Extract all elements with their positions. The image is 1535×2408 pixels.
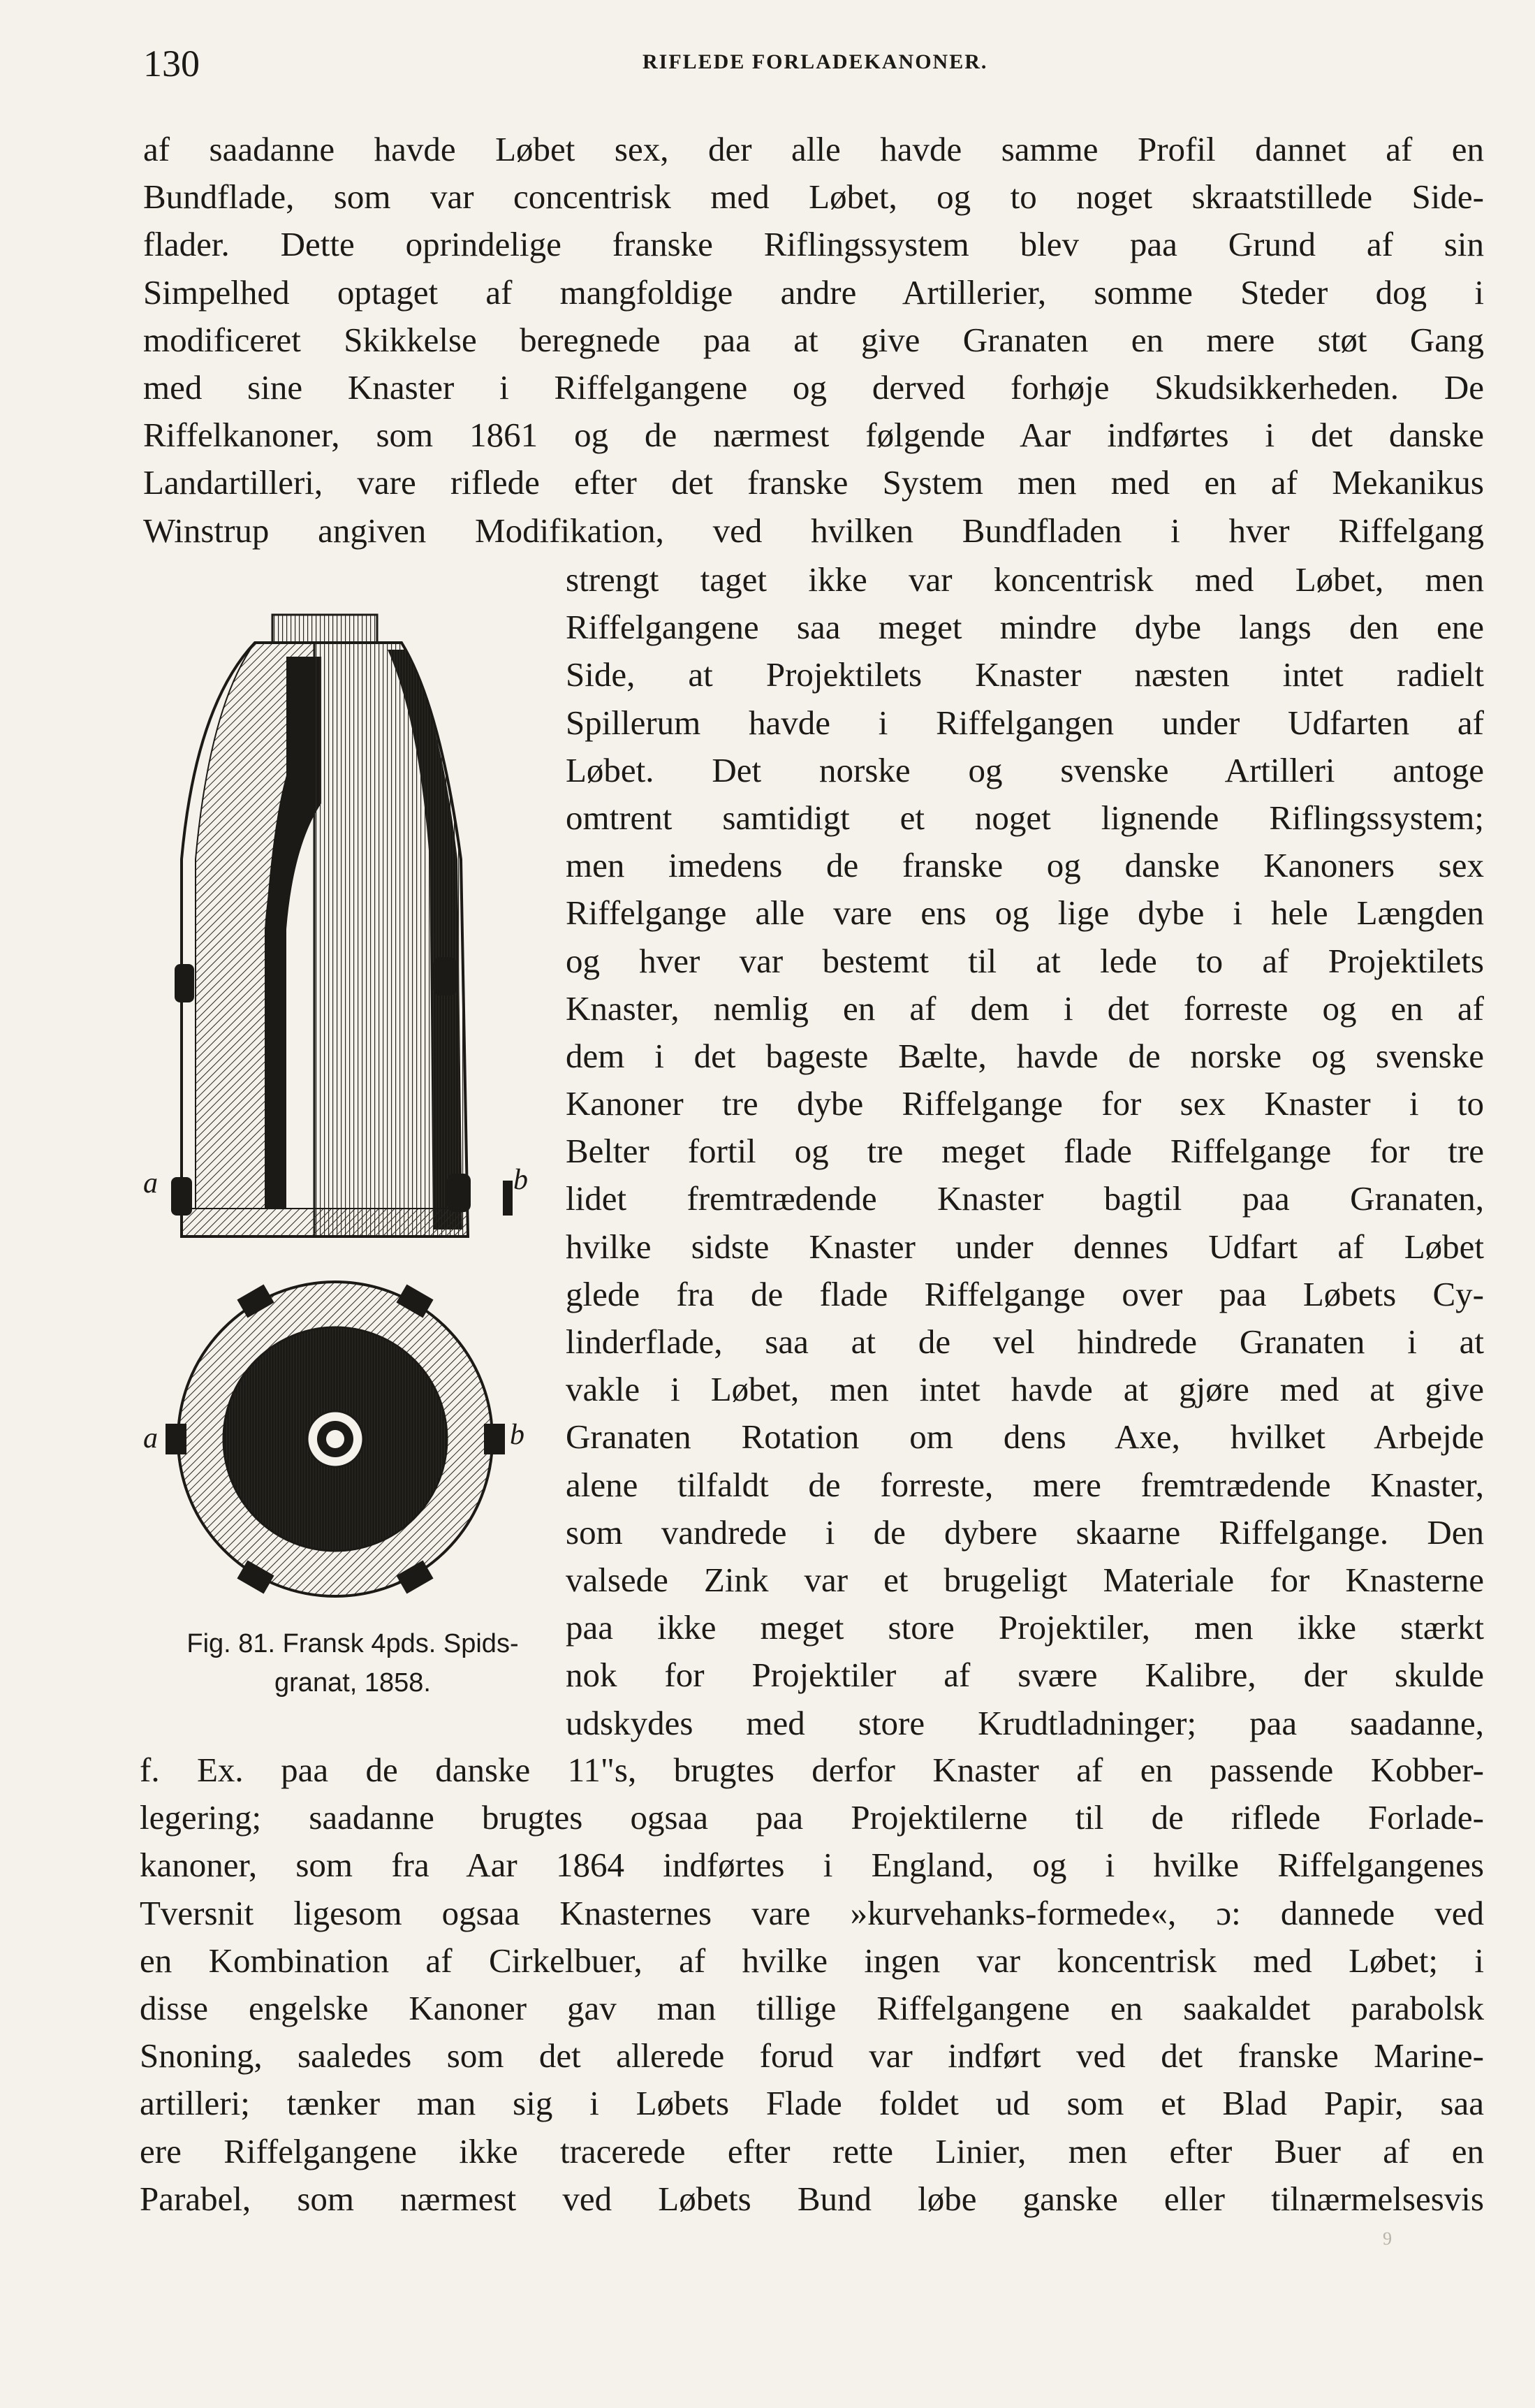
text-line: Riffelgange alle vare ens og lige dybe i hele Længden xyxy=(566,893,1484,933)
paragraph-beside-figure xyxy=(566,556,1484,1747)
text-line: en Kombination af Cirkelbuer, af hvilke ingen var koncentrisk med Løbet; i xyxy=(140,1941,1484,1980)
text-line: Parabel, som nærmest ved Løbets Bund løbe ganske eller tilnærmelsesvis xyxy=(140,2179,1484,2218)
text-line: f. Ex. paa de danske 11"s, brugtes derfor Knaster af en passende Kobber- xyxy=(140,1751,1484,1789)
page-number: 130 xyxy=(143,43,200,85)
figure-label-a: a xyxy=(143,1422,158,1454)
text-line: linderflade, saa at de vel hindrede Granaten i at xyxy=(566,1322,1484,1361)
figure-81-shell-illustration xyxy=(140,594,531,1712)
caption-line: granat, 1858. xyxy=(274,1668,431,1698)
figure-label-b: b xyxy=(510,1419,524,1451)
text-line: Knaster, nemlig en af dem i det forreste og en af xyxy=(566,988,1484,1028)
paragraph-bottom xyxy=(140,1746,1484,2223)
figure-label-a: a xyxy=(143,1167,158,1199)
text-line: strengt taget ikke var koncentrisk med Løbet, men xyxy=(566,560,1484,599)
page-header xyxy=(143,42,1484,91)
text-line: udskydes med store Krudtladninger; paa saadanne, xyxy=(566,1703,1484,1742)
text-line: Kanoner tre dybe Riffelgange for sex Knaster i to xyxy=(566,1084,1484,1123)
text-line: omtrent samtidigt et noget lignende Riflingssystem; xyxy=(566,798,1484,837)
text-line: flader. Dette oprindelige franske Riflingssystem blev paa Grund af sin xyxy=(143,225,1484,264)
text-line: disse engelske Kanoner gav man tillige Riffelgangene en saakaldet parabolsk xyxy=(140,1988,1484,2027)
text-line: af saadanne havde Løbet sex, der alle havde samme Profil dannet af en xyxy=(143,130,1484,168)
text-line: Side, at Projektilets Knaster næsten intet radielt xyxy=(566,655,1484,694)
text-line: valsede Zink var et brugeligt Materiale for Knasterne xyxy=(566,1560,1484,1599)
text-line: Løbet. Det norske og svenske Artilleri antoge xyxy=(566,750,1484,789)
text-line: lidet fremtrædende Knaster bagtil paa Granaten, xyxy=(566,1179,1484,1218)
caption-line: Fig. 81. Fransk 4pds. Spids- xyxy=(186,1629,519,1658)
text-line: ere Riffelgangene ikke tracerede efter rette Linier, men efter Buer af en xyxy=(140,2131,1484,2170)
text-line: Simpelhed optaget af mangfoldige andre Artillerier, somme Steder dog i xyxy=(143,272,1484,312)
text-line: Riffelkanoner, som 1861 og de nærmest følgende Aar indførtes i det danske xyxy=(143,416,1484,455)
text-line: Landartilleri, vare riflede efter det franske System men med en af Mekanikus xyxy=(143,463,1484,502)
text-line: Belter fortil og tre meget flade Riffelgange for tre xyxy=(566,1132,1484,1171)
figure-label-b: b xyxy=(513,1164,528,1196)
text-line: kanoner, som fra Aar 1864 indførtes i England, og i hvilke Riffelgangenes xyxy=(140,1846,1484,1885)
running-head: RIFLEDE FORLADEKANONER. xyxy=(642,50,988,73)
text-line: Bundflade, som var concentrisk med Løbet, og to noget skraatstillede Side- xyxy=(143,177,1484,217)
figure-caption xyxy=(143,1624,562,1702)
text-line: Spillerum havde i Riffelgangen under Udfarten af xyxy=(566,703,1484,742)
shell-drawing xyxy=(140,594,531,1712)
text-line: med sine Knaster i Riffelgangene og derved forhøje Skudsikkerheden. De xyxy=(143,367,1484,407)
text-line: og hver var bestemt til at lede to af Projektilets xyxy=(566,941,1484,980)
text-line: Riffelgangene saa meget mindre dybe langs den ene xyxy=(566,608,1484,647)
text-line: Winstrup angiven Modifikation, ved hvilken Bundfladen i hver Riffelgang xyxy=(143,511,1484,550)
text-line: Snoning, saaledes som det allerede forud var indført ved det franske Marine- xyxy=(140,2036,1484,2075)
text-line: men imedens de franske og danske Kanoners sex xyxy=(566,846,1484,885)
text-line: hvilke sidste Knaster under dennes Udfart af Løbet xyxy=(566,1227,1484,1266)
text-line: dem i det bageste Bælte, havde de norske og svenske xyxy=(566,1036,1484,1075)
paragraph-top xyxy=(143,126,1484,555)
text-line: paa ikke meget store Projektiler, men ikke stærkt xyxy=(566,1608,1484,1647)
shell-cross-section xyxy=(166,1282,505,1596)
text-line: nok for Projektiler af svære Kalibre, der skulde xyxy=(566,1656,1484,1695)
text-line: alene tilfaldt de forreste, mere fremtrædende Knaster, xyxy=(566,1465,1484,1504)
shell-side-view xyxy=(171,594,513,1236)
text-line: Tversnit ligesom ogsaa Knasternes vare »kurvehanks-formede«, ɔ: dannede ved xyxy=(140,1893,1484,1932)
text-line: Granaten Rotation om dens Axe, hvilket Arbejde xyxy=(566,1417,1484,1457)
text-line: legering; saadanne brugtes ogsaa paa Projektilerne til de riflede Forlade- xyxy=(140,1798,1484,1837)
text-line: vakle i Løbet, men intet havde at gjøre med at give xyxy=(566,1370,1484,1409)
text-line: artilleri; tænker man sig i Løbets Flade foldet ud som et Blad Papir, saa xyxy=(140,2084,1484,2123)
text-line: som vandrede i de dybere skaarne Riffelgange. Den xyxy=(566,1512,1484,1552)
text-line: modificeret Skikkelse beregnede paa at give Granaten en mere støt Gang xyxy=(143,320,1484,359)
text-line: glede fra de flade Riffelgange over paa Løbets Cy- xyxy=(566,1274,1484,1313)
signature-mark: 9 xyxy=(1383,2228,1392,2249)
